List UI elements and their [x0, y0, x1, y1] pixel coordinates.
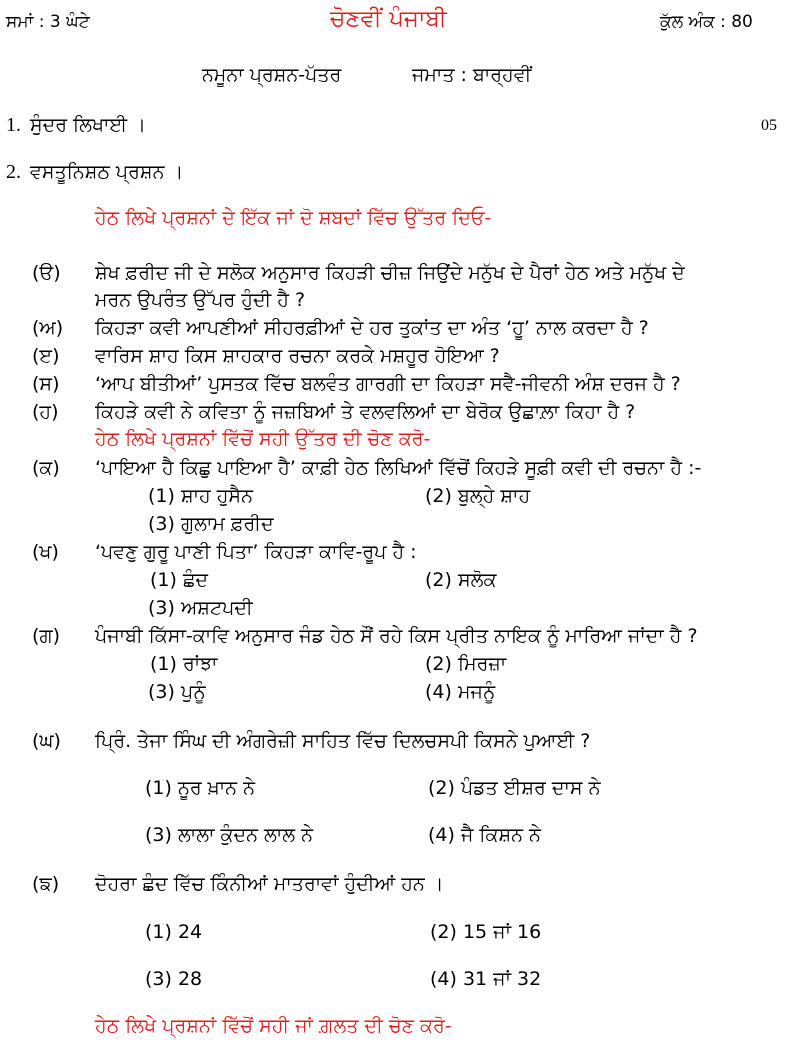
page-title: ਚੋਣਵੀਂ ਪੰਜਾਬੀ — [330, 6, 447, 32]
mcq-option: (1) ਛੰਦ — [150, 569, 208, 591]
mcq-option: (4) 31 ਜਾਂ 32 — [430, 968, 542, 990]
short-question-label: (ਸ) — [32, 373, 60, 395]
short-question-text-cont: ਮਰਨ ਉਪਰੰਤ ਉੱਪਰ ਹੁੰਦੀ ਹੈ ? — [95, 289, 306, 311]
section-heading-true-false: ਹੇਠ ਲਿਖੇ ਪ੍ਰਸ਼ਨਾਂ ਵਿੱਚੋਂ ਸਹੀ ਜਾਂ ਗ਼ਲਤ ਦੀ ਚੋਣ ਕਰੋ- — [95, 1015, 452, 1037]
mcq-option: (3) ਪੁਨੂੰ — [148, 681, 206, 703]
paper-type: ਨਮੂਨਾ ਪ੍ਰਸ਼ਨ-ਪੱਤਰ — [202, 64, 342, 86]
mcq-option: (4) ਜੈ ਕਿਸ਼ਨ ਨੇ — [428, 824, 541, 846]
q1-number: 1. — [6, 114, 21, 136]
time-allowed: ਸਮਾਂ : 3 ਘੰਟੇ — [6, 12, 90, 32]
mcq-option: (4) ਮਜਨੂੰ — [425, 681, 496, 703]
short-question-label: (ੳ) — [32, 262, 61, 284]
mcq-label: (ਗ) — [32, 625, 61, 647]
mcq-option: (3) ਅਸ਼ਟਪਦੀ — [148, 597, 253, 619]
q1-marks: 05 — [761, 117, 777, 134]
short-question-text: ਕਿਹੜੇ ਕਵੀ ਨੇ ਕਵਿਤਾ ਨੂੰ ਜਜ਼ਬਿਆਂ ਤੇ ਵਲਵਲਿਆਂ ਦਾ ਬੇਰੋਕ ਉਛਾਲ਼ਾ ਕਿਹਾ ਹੈ ? — [95, 401, 636, 423]
short-question-text: ਕਿਹੜਾ ਕਵੀ ਆਪਣੀਆਂ ਸੀਹਰਫ਼ੀਆਂ ਦੇ ਹਰ ਤੁਕਾਂਤ ਦਾ ਅੰਤ ‘ਹੂ’ ਨਾਲ ਕਰਦਾ ਹੈ ? — [95, 317, 649, 339]
mcq-option: (3) 28 — [145, 968, 203, 990]
short-question-label: (ਹ) — [32, 401, 59, 423]
mcq-question: ਪੰਜਾਬੀ ਕਿੱਸਾ-ਕਾਵਿ ਅਨੁਸਾਰ ਜੰਡ ਹੇਠ ਸੌਂ ਰਹੇ ਕਿਸ ਪ੍ਰੀਤ ਨਾਇਕ ਨੂੰ ਮਾਰਿਆ ਜਾਂਦਾ ਹੈ ? — [95, 625, 698, 647]
mcq-label: (ਖ) — [32, 541, 59, 563]
mcq-option: (2) ਮਿਰਜ਼ਾ — [425, 653, 507, 675]
q2-number: 2. — [6, 161, 21, 183]
short-question-text: ਸ਼ੇਖ ਫ਼ਰੀਦ ਜੀ ਦੇ ਸਲੋਕ ਅਨੁਸਾਰ ਕਿਹੜੀ ਚੀਜ਼ ਜਿਉਂਦੇ ਮਨੁੱਖ ਦੇ ਪੈਰਾਂ ਹੇਠ ਅਤੇ ਮਨੁੱਖ ਦੇ — [95, 262, 685, 284]
mcq-option: (2) ਪੰਡਤ ਈਸ਼ਰ ਦਾਸ ਨੇ — [428, 777, 601, 799]
mcq-option: (1) ਸ਼ਾਹ ਹੁਸੈਨ — [148, 485, 253, 507]
mcq-question: ‘ਪਾਇਆ ਹੈ ਕਿਛੁ ਪਾਇਆ ਹੈ’ ਕਾਫ਼ੀ ਹੇਠ ਲਿਖਿਆਂ ਵਿੱਚੋਂ ਕਿਹੜੇ ਸੂਫ਼ੀ ਕਵੀ ਦੀ ਰਚਨਾ ਹੈ :- — [95, 457, 702, 479]
total-marks: ਕੁੱਲ ਅੰਕ : 80 — [660, 12, 753, 32]
mcq-question: ਦੋਹਰਾ ਛੰਦ ਵਿੱਚ ਕਿੰਨੀਆਂ ਮਾਤਰਾਵਾਂ ਹੁੰਦੀਆਂ ਹਨ । — [95, 873, 444, 895]
mcq-label: (ਘ) — [32, 730, 61, 752]
section-heading-mcq: ਹੇਠ ਲਿਖੇ ਪ੍ਰਸ਼ਨਾਂ ਵਿੱਚੋਂ ਸਹੀ ਉੱਤਰ ਦੀ ਚੋਣ ਕਰੋ- — [95, 428, 431, 450]
mcq-question: ਪ੍ਰਿੰ. ਤੇਜਾ ਸਿੰਘ ਦੀ ਅੰਗਰੇਜ਼ੀ ਸਾਹਿਤ ਵਿੱਚ ਦਿਲਚਸਪੀ ਕਿਸਨੇ ਪੁਆਈ ? — [95, 730, 591, 752]
short-question-label: (ਅ) — [32, 317, 64, 339]
mcq-question: ‘ਪਵਣੁ ਗੁਰੂ ਪਾਣੀ ਪਿਤਾ’ ਕਿਹੜਾ ਕਾਵਿ-ਰੂਪ ਹੈ : — [95, 541, 417, 563]
mcq-option: (2) ਬੁਲ੍ਹੇ ਸ਼ਾਹ — [425, 485, 531, 507]
mcq-option: (2) ਸਲੋਕ — [425, 569, 497, 591]
q1-text: ਸੁੰਦਰ ਲਿਖਾਈ । — [30, 114, 146, 136]
short-question-text: ਵਾਰਿਸ ਸ਼ਾਹ ਕਿਸ ਸ਼ਾਹਕਾਰ ਰਚਨਾ ਕਰਕੇ ਮਸ਼ਹੂਰ ਹੋਇਆ ? — [95, 345, 500, 367]
mcq-option: (1) ਨੂਰ ਖ਼ਾਨ ਨੇ — [145, 777, 255, 799]
mcq-option: (3) ਗੁਲਾਮ ਫ਼ਰੀਦ — [148, 513, 274, 535]
short-question-label: (ੲ) — [32, 345, 60, 367]
mcq-label: (ਕ) — [32, 457, 60, 479]
class-label: ਜਮਾਤ : ਬਾਰ੍ਹਵੀਂ — [412, 64, 532, 86]
mcq-option: (2) 15 ਜਾਂ 16 — [430, 921, 542, 943]
q2-text: ਵਸਤੂਨਿਸ਼ਠ ਪ੍ਰਸ਼ਨ । — [30, 161, 184, 183]
mcq-label: (ਙ) — [32, 873, 60, 895]
section-heading-short-answer: ਹੇਠ ਲਿਖੇ ਪ੍ਰਸ਼ਨਾਂ ਦੇ ਇੱਕ ਜਾਂ ਦੋ ਸ਼ਬਦਾਂ ਵਿੱਚ ਉੱਤਰ ਦਿਓ- — [95, 207, 492, 229]
mcq-option: (3) ਲਾਲਾ ਕੁੰਦਨ ਲਾਲ ਨੇ — [145, 824, 314, 846]
mcq-option: (1) ਰਾਂਝਾ — [150, 653, 218, 675]
short-question-text: ‘ਆਪ ਬੀਤੀਆਂ’ ਪੁਸਤਕ ਵਿੱਚ ਬਲਵੰਤ ਗਾਰਗੀ ਦਾ ਕਿਹੜਾ ਸਵੈ-ਜੀਵਨੀ ਅੰਸ਼ ਦਰਜ ਹੈ ? — [95, 373, 681, 395]
mcq-option: (1) 24 — [145, 921, 203, 943]
